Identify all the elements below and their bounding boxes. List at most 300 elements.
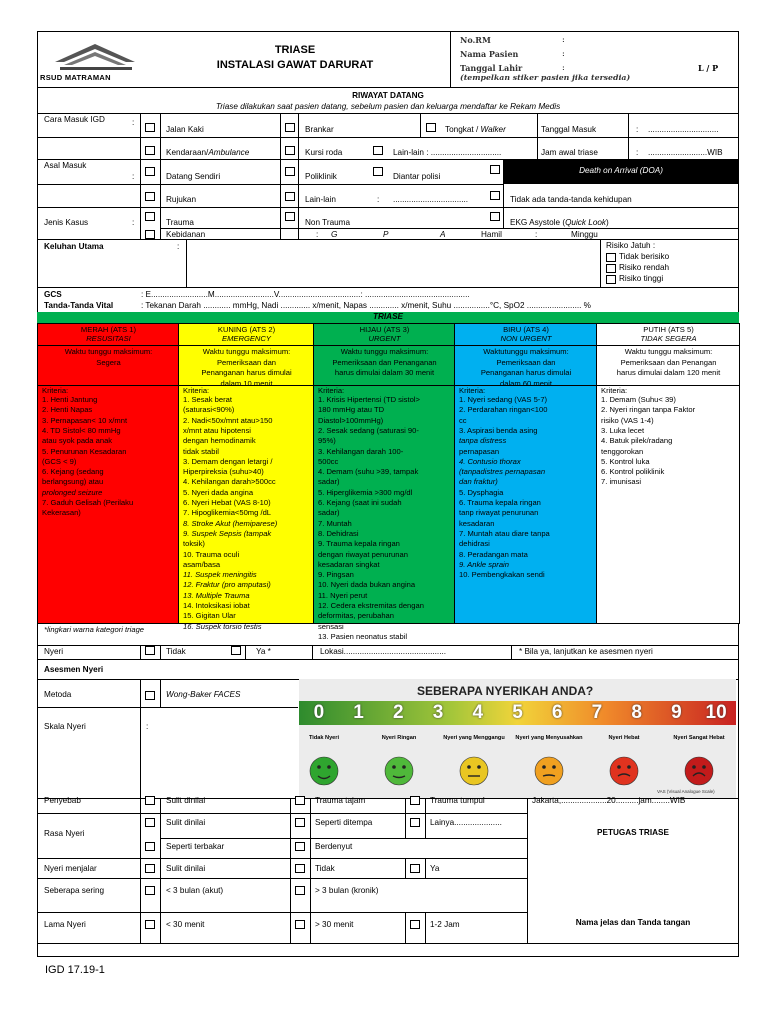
jalan-kaki-checkbox[interactable] <box>145 123 155 132</box>
triase-column-text: harus dimulai dalam 30 menit <box>334 368 435 377</box>
triase-column-text: 4. Demam (suhu >39, tampak <box>318 467 419 477</box>
triase-column-text: 7. Hipoglikemia<50mg /dL <box>183 508 272 518</box>
triase-column-text: (saturasi<90%) <box>183 405 235 415</box>
triase-column-text: 9. Trauma kepala ringan <box>318 539 400 549</box>
triase-column-text: 3. Aspirasi benda asing <box>459 425 538 435</box>
triase-column-text: 8. Peradangan mata <box>459 549 528 559</box>
triase-column-text: 500cc <box>318 456 339 466</box>
triase-column-text: 2. Nyeri ringan tanpa Faktor <box>601 405 696 415</box>
triase-column-text: cc <box>459 415 467 425</box>
col-line <box>600 239 601 287</box>
nyeri-note: * Bila ya, lanjutkan ke asesmen nyeri <box>519 647 653 656</box>
triase-column-text: 9. Ankle sprain <box>459 559 509 569</box>
col-line <box>160 679 161 707</box>
keluhan-utama-field[interactable] <box>188 240 598 286</box>
face-eye <box>327 765 331 769</box>
menjalar-tidak-checkbox[interactable] <box>295 864 305 873</box>
triase-column-text: 5. Nyeri dada angina <box>183 487 254 497</box>
triase-column-text: dalam 10 menit <box>220 378 273 388</box>
row-line <box>160 228 739 229</box>
metoda-value: Wong-Baker FACES <box>166 690 241 699</box>
pain-scale-number: 5 <box>512 702 523 723</box>
kursi-roda-checkbox[interactable] <box>285 146 295 155</box>
triase-column-text: 5. Dysphagia <box>459 487 504 497</box>
triase-column-text: RESUSITASI <box>86 334 131 343</box>
seberapa-sering-label: Seberapa sering <box>44 886 105 895</box>
col-line <box>310 798 311 943</box>
triase-column-text: berlangsung) atau <box>42 477 104 487</box>
berdenyut-label: Berdenyut <box>315 842 353 851</box>
tanggal-masuk-field[interactable]: ............................... <box>648 125 719 134</box>
column-divider <box>314 345 454 346</box>
minggu-label: Minggu <box>571 230 598 239</box>
column-divider <box>597 345 739 346</box>
face-eye <box>542 765 546 769</box>
seperti-terbakar-label: Seperti terbakar <box>166 842 225 851</box>
col-line <box>425 912 426 943</box>
no-rm-label: No.RM <box>460 35 491 45</box>
triase-column-text: sadar) <box>318 477 340 487</box>
menjalar-ya-checkbox[interactable] <box>410 864 420 873</box>
kendaraan-label: Kendaraan/Ambulance <box>166 148 250 157</box>
face-eye <box>402 765 406 769</box>
pain-face-icon <box>310 757 338 785</box>
triase-column-text: kesadaran singkat <box>318 559 380 569</box>
triase-column-text: 7. Muntah atau diare tanpa <box>459 528 550 538</box>
triase-column-text: 1. Sesak berat <box>183 395 232 404</box>
triase-column-text: 6. Trauma kepala ringan <box>459 498 541 507</box>
triase-column-text: 7. Muntah <box>318 518 352 528</box>
triase-column-text: 6. Kontrol poliklinik <box>601 467 665 477</box>
gcs-field[interactable]: : E.........................M..........................V....................................: .............................................. <box>141 290 470 299</box>
jam-awal-label: Jam awal triase <box>541 148 598 157</box>
lain-lain-checkbox[interactable] <box>373 146 383 155</box>
triase-column-text: Segera <box>96 357 121 367</box>
berdenyut-checkbox[interactable] <box>295 842 305 851</box>
non-trauma-label: Non Trauma <box>305 218 351 227</box>
nyeri-menjalar-label: Nyeri menjalar <box>44 864 97 873</box>
brankar-checkbox[interactable] <box>285 123 295 132</box>
triase-column-text: dan fraktur) <box>459 477 498 487</box>
triase-column-text: Pemeriksaan dan Penangan <box>620 357 717 367</box>
penyebab-sulit-label: Sulit dinilai <box>166 796 206 805</box>
gender-label: L / P <box>698 63 719 73</box>
triase-column[interactable] <box>313 323 455 641</box>
colon: : <box>535 230 538 239</box>
gcs-label: GCS <box>44 290 62 299</box>
col-line <box>312 645 313 659</box>
sticker-note: (tempelkan stiker pasien jika tersedia) <box>460 73 631 82</box>
row-line <box>37 943 739 944</box>
rasa-sulit-checkbox[interactable] <box>145 818 155 827</box>
lebih30-label: > 30 menit <box>315 920 354 929</box>
tidak-berisiko-checkbox[interactable] <box>606 253 616 262</box>
col-line <box>280 113 281 239</box>
face-eye <box>317 765 321 769</box>
lain-lain2-field[interactable]: ................................. <box>393 195 469 204</box>
triase-column-text: 13. Multiple Trauma <box>183 590 250 600</box>
lain-lain2-checkbox[interactable] <box>285 192 295 201</box>
abortus-label: A <box>440 230 446 239</box>
triase-column-text: Hiperpireksia (suhu>40) <box>183 467 264 477</box>
lainya-checkbox[interactable] <box>410 818 420 827</box>
pain-scale-title: SEBERAPA NYERIKAH ANDA? <box>417 684 594 698</box>
row-line <box>37 184 503 185</box>
non-trauma-checkbox[interactable] <box>285 212 295 221</box>
col-line <box>140 645 141 659</box>
seperti-ditempa-checkbox[interactable] <box>295 818 305 827</box>
triase-column-text: Waktu tunggu maksimum: <box>64 347 153 356</box>
row-line <box>37 707 298 708</box>
triase-column-text: risiko (VAS 1-4) <box>601 415 654 425</box>
pain-face-icon <box>460 757 488 785</box>
triase-column-text: 3. Luka lecet <box>601 425 645 435</box>
pain-face-label: Nyeri Sangat Hebat <box>673 735 725 741</box>
triase-column-text: Diastol>100mmHg) <box>318 415 384 425</box>
triase-column-text: Waktu tunggu maksimum: <box>202 347 291 356</box>
datang-sendiri-label: Datang Sendiri <box>166 172 221 181</box>
header-bottom-line <box>37 87 739 88</box>
pain-face-label: Nyeri Ringan <box>381 735 417 741</box>
lokasi-field[interactable]: Lokasi............................................. <box>320 647 447 656</box>
col-line <box>160 798 161 943</box>
ekg-label: EKG Asystole (Quick Look) <box>510 218 609 227</box>
kronik-checkbox[interactable] <box>295 886 305 895</box>
col-line <box>160 113 161 239</box>
row-line <box>37 878 527 879</box>
ekg-checkbox[interactable] <box>490 212 500 221</box>
tanggal-lahir-label: Tanggal Lahir <box>460 63 523 73</box>
seperti-ditempa-label: Seperti ditempa <box>315 818 373 827</box>
row-line <box>37 287 739 288</box>
doa-label: Death on Arrival (DOA) <box>579 166 663 175</box>
triase-column-text: 12. Cedera ekstremitas dengan <box>318 601 424 610</box>
pain-scale-number: 0 <box>313 702 325 723</box>
pain-scale-number: 4 <box>472 702 484 723</box>
colon: : <box>132 172 135 181</box>
col-line <box>405 798 406 838</box>
colon: : <box>316 230 319 239</box>
colon: : <box>177 242 180 251</box>
triase-column-text: URGENT <box>368 334 401 343</box>
face-eye <box>467 765 471 769</box>
pain-scale-number: 2 <box>393 702 404 723</box>
risiko-tinggi-checkbox[interactable] <box>606 275 616 284</box>
trauma-tajam-checkbox[interactable] <box>295 796 305 805</box>
triase-column-text: 14. Intoksikasi iobat <box>183 601 250 610</box>
row-line <box>160 838 527 839</box>
trauma-tumpul-label: Trauma tumpul <box>430 796 485 805</box>
face-eye <box>702 765 706 769</box>
col-line <box>537 113 538 160</box>
col-line <box>140 679 141 798</box>
nyeri-tidak-checkbox[interactable] <box>145 646 155 655</box>
triase-column-text: 6. Kejang (saat ini sudah <box>318 498 402 507</box>
rasa-nyeri-label: Rasa Nyeri <box>44 829 85 838</box>
triase-column-text: 16. Suspek torsio testis <box>183 621 262 631</box>
nama-jelas-label: Nama jelas dan Tanda tangan <box>575 918 691 927</box>
seperti-terbakar-checkbox[interactable] <box>145 842 155 851</box>
triase-column-text: sadar) <box>318 508 340 518</box>
triase-column-text: 8. Stroke Akut (hemiparese) <box>183 518 278 528</box>
risiko-rendah-label: Risiko rendah <box>619 263 670 272</box>
diantar-polisi-checkbox[interactable] <box>373 167 383 176</box>
nama-pasien-label: Nama Pasien <box>460 49 519 59</box>
triase-column-text: 2. Perdarahan ringan<100 <box>459 405 548 415</box>
diantar-polisi-label: Diantar polisi <box>393 172 441 181</box>
triase-column-text: Waktu tunggu maksimum: <box>340 347 429 356</box>
logo-text: RSUD MATRAMAN <box>40 73 111 82</box>
menjalar-tidak-label: Tidak <box>315 864 335 873</box>
datang-sendiri-checkbox[interactable] <box>145 167 155 176</box>
pain-face-icon <box>685 757 713 785</box>
col-line <box>425 798 426 838</box>
triase-column-text: 3. Demam dengan letargi / <box>183 456 273 466</box>
triase-column-text: MERAH (ATS 1) <box>80 325 137 334</box>
triase-title: TRIASE <box>372 312 404 321</box>
tongkat-checkbox[interactable] <box>426 123 436 132</box>
pain-scale-number: 7 <box>591 702 603 723</box>
brankar-label: Brankar <box>305 125 334 134</box>
colon: : <box>146 722 149 731</box>
metoda-label: Metoda <box>44 690 72 699</box>
triase-column-text: Kriteria: <box>601 386 628 395</box>
face-eye <box>392 765 396 769</box>
petugas-triase-label: PETUGAS TRIASE <box>597 828 669 837</box>
menjalar-ya-label: Ya <box>430 864 440 873</box>
tanggal-masuk-label: Tanggal Masuk <box>541 125 597 134</box>
tongkat-label: Tongkat / Walker <box>445 125 506 134</box>
triase-column-text: NON URGENT <box>500 334 552 343</box>
pain-face-label: Nyeri yang Menggangu <box>443 735 505 741</box>
triase-column-text: 180 mmHg atau TD <box>318 405 385 415</box>
trauma-checkbox[interactable] <box>145 212 155 221</box>
col-line <box>405 912 406 943</box>
no-rm-colon: : <box>562 35 565 44</box>
kebidanan-checkbox[interactable] <box>145 230 155 239</box>
triase-column-text: BIRU (ATS 4) <box>503 325 549 334</box>
hospital-logo <box>40 38 160 84</box>
riwayat-title: RIWAYAT DATANG <box>352 91 424 100</box>
triase-column-text: 5. Penurunan Kesadaran <box>42 446 127 456</box>
kurang30-checkbox[interactable] <box>145 920 155 929</box>
triase-column-text: Pemeriksaan dan Penanganan <box>332 357 437 367</box>
doa-checkbox[interactable] <box>490 165 500 174</box>
menjalar-sulit-label: Sulit dinilai <box>166 864 206 873</box>
triase-column-text: KUNING (ATS 2) <box>217 325 276 334</box>
jam-awal-field[interactable]: ..........................WIB <box>648 148 723 157</box>
face-eye <box>692 765 696 769</box>
pain-face-label: Nyeri Hebat <box>608 735 640 741</box>
triase-column-text: dengan riwayat penurunan <box>318 549 408 559</box>
triase-footnote: *lingkari warna kategori triage <box>44 625 145 634</box>
triase-column-text: 1. Demam (Suhu< 39) <box>601 395 676 404</box>
face-eye <box>617 765 621 769</box>
triase-column-text: deformitas, perubahan <box>318 611 394 621</box>
trauma-label: Trauma <box>166 218 194 227</box>
triase-column-text: kesadaran <box>459 518 495 528</box>
row-line <box>37 912 527 913</box>
row-line <box>37 813 527 814</box>
col-line <box>628 113 629 160</box>
risiko-jatuh-label: Risiko Jatuh : <box>606 241 656 250</box>
triase-column-text: 11. Nyeri perut <box>318 590 368 600</box>
tanda-kehidupan-checkbox[interactable] <box>490 191 500 200</box>
triase-column-text: asam/basa <box>183 559 221 569</box>
triase-column-text: 4. Batuk pilek/radang <box>601 436 673 446</box>
triase-column[interactable] <box>178 323 314 631</box>
triase-column-text: 4. TD Sistol< 80 mmHg <box>42 425 121 435</box>
lain-lain-label: Lain-lain : ............................... <box>393 148 502 157</box>
row-line <box>37 137 739 138</box>
triase-column-text: Penanganan harus dimulai <box>201 368 292 377</box>
penyebab-sulit-checkbox[interactable] <box>145 796 155 805</box>
rujukan-checkbox[interactable] <box>145 192 155 201</box>
triase-column-text: 10. Trauma oculi <box>183 549 240 559</box>
colon: : <box>132 218 135 227</box>
pain-scale-number: 6 <box>551 702 563 723</box>
tidak-berisiko-label: Tidak berisiko <box>619 252 670 261</box>
row-line <box>37 113 739 114</box>
triase-column-text: 3. Pernapasan< 10 x/mnt <box>42 415 128 425</box>
colon: : <box>636 125 639 134</box>
penyebab-label: Penyebab <box>44 796 81 805</box>
triase-column-text: 8. Dehidrasi <box>318 528 359 538</box>
akut-label: < 3 bulan (akut) <box>166 886 224 895</box>
pain-face-icon <box>610 757 638 785</box>
triase-column-text: tenggorokan <box>601 446 644 456</box>
triase-column-text: 6. Kejang (sedang <box>42 467 104 477</box>
triase-column-text: Kriteria: <box>42 386 69 395</box>
rujukan-label: Rujukan <box>166 195 197 204</box>
nyeri-ya-checkbox[interactable] <box>231 646 241 655</box>
triase-column-text: toksik) <box>183 539 205 549</box>
column-divider <box>179 345 313 346</box>
triase-column-text: Pemeriksaan dan <box>216 357 277 367</box>
col-line <box>420 113 421 137</box>
triase-column-text: 4. Contusio thorax <box>459 456 521 466</box>
triase-column-text: sensasi <box>318 621 344 631</box>
nyeri-ya-label: Ya * <box>256 647 271 656</box>
tanda-kehidupan-label: Tidak ada tanda-tanda kehidupan <box>510 195 632 204</box>
triase-column-text: 5. Hiperglikemia >300 mg/dl <box>318 487 413 497</box>
triase-column-text: 10. Nyeri dada bukan angina <box>318 580 416 590</box>
hamil-label: Hamil <box>481 230 502 239</box>
triase-column-text: 4. Kehilangan darah>500cc <box>183 477 276 487</box>
colon: : <box>132 118 135 127</box>
para-label: P <box>383 230 389 239</box>
col-line <box>160 645 161 659</box>
column-divider <box>38 345 178 346</box>
lama-nyeri-label: Lama Nyeri <box>44 920 86 929</box>
ttv-field[interactable]: : Tekanan Darah ............ mmHg, Nadi ............. x/menit, Napas ............. x/menit, Suhu ................°C, SpO2 ........................ % <box>141 301 591 310</box>
header-divider <box>450 31 451 87</box>
triase-column-text: 1. Henti Jantung <box>42 395 98 404</box>
poliklinik-checkbox[interactable] <box>285 167 295 176</box>
risiko-rendah-checkbox[interactable] <box>606 264 616 273</box>
col-line <box>290 798 291 943</box>
triase-column-text: 5. Kontrol luka <box>601 456 650 466</box>
triase-column-text: 11. Suspek meningitis <box>183 570 257 580</box>
row-line <box>37 207 739 208</box>
triase-column-text: harus dimulai dalam 120 menit <box>616 368 721 377</box>
form-title: TRIASE <box>274 44 316 56</box>
triase-column-text: (tanpadistres pernapasan <box>459 467 546 477</box>
triase-column-text: 3. Kehilangan darah 100- <box>318 446 404 456</box>
triase-column-text: HIJAU (ATS 3) <box>359 325 410 334</box>
kendaraan-checkbox[interactable] <box>145 146 155 155</box>
colon: : <box>377 195 380 204</box>
kebidanan-label: Kebidanan <box>166 230 206 239</box>
triase-column-text: pernapasan <box>459 446 500 456</box>
jalan-kaki-label: Jalan Kaki <box>166 125 204 134</box>
pain-face-icon <box>385 757 413 785</box>
jakarta-date-field[interactable]: Jakarta,....................20..........jam........WIB <box>532 796 686 805</box>
col-line <box>511 645 512 659</box>
triase-column-text: PUTIH (ATS 5) <box>643 325 694 334</box>
triase-column-text: (GCS < 9) <box>42 456 77 466</box>
asesmen-nyeri-title: Asesmen Nyeri <box>44 665 104 674</box>
triase-column-text: tidak stabil <box>183 446 219 456</box>
triase-column-text: tanpa distress <box>459 436 507 446</box>
pain-scale-number: 8 <box>631 702 642 723</box>
lebih30-checkbox[interactable] <box>295 920 305 929</box>
pain-face-label: Nyeri yang Menyusahkan <box>515 735 583 741</box>
col-line <box>405 858 406 878</box>
tanggal-lahir-colon: : <box>562 63 565 72</box>
col-line <box>298 113 299 239</box>
pain-face-icon <box>535 757 563 785</box>
gravida-label: G <box>331 230 338 239</box>
jenis-kasus-label: Jenis Kasus <box>44 218 89 227</box>
row-line <box>37 858 527 859</box>
col-line <box>140 113 141 239</box>
jam12-label: 1-2 Jam <box>430 920 460 929</box>
jam12-checkbox[interactable] <box>410 920 420 929</box>
triase-column[interactable] <box>596 323 740 624</box>
kronik-label: > 3 bulan (kronik) <box>315 886 379 895</box>
triase-column-text: Penanganan harus dimulai <box>480 368 572 377</box>
triase-column-text: TIDAK SEGERA <box>640 334 697 343</box>
triase-column-text: 9. Pingsan <box>318 570 354 580</box>
col-line <box>503 184 504 228</box>
lainya-field[interactable]: Lainya..................... <box>430 818 502 827</box>
akut-checkbox[interactable] <box>145 886 155 895</box>
triase-column[interactable] <box>454 323 597 624</box>
triase-column-text: atau syok pada anak <box>42 436 113 446</box>
cara-masuk-label: Cara Masuk IGD <box>44 115 105 124</box>
triase-column[interactable] <box>37 323 179 624</box>
col-line <box>425 858 426 878</box>
menjalar-sulit-checkbox[interactable] <box>145 864 155 873</box>
col-line <box>245 645 246 659</box>
metoda-checkbox[interactable] <box>145 691 155 700</box>
nama-pasien-colon: : <box>562 49 565 58</box>
risiko-tinggi-label: Risiko tinggi <box>619 274 664 283</box>
row-line <box>37 645 739 646</box>
kurang30-label: < 30 menit <box>166 920 205 929</box>
pain-scale-graphic <box>299 679 736 798</box>
trauma-tajam-label: Trauma tajam <box>315 796 366 805</box>
triase-column-text: 13. Pasien neonatus stabil <box>318 631 408 641</box>
poliklinik-label: Poliklinik <box>305 172 337 181</box>
triase-column-text: tanp riwayat penurunan <box>459 508 539 518</box>
trauma-tumpul-checkbox[interactable] <box>410 796 420 805</box>
triase-column-text: 2. Sesak sedang (saturasi 90- <box>318 425 419 435</box>
pain-scale-number: 10 <box>705 702 727 723</box>
riwayat-subtitle: Triase dilakukan saat pasien datang, sebelum pasien dan keluarga mendaftar ke Rekam Medis <box>215 102 561 111</box>
triase-column-text: Pemeriksaan dan <box>496 357 556 367</box>
